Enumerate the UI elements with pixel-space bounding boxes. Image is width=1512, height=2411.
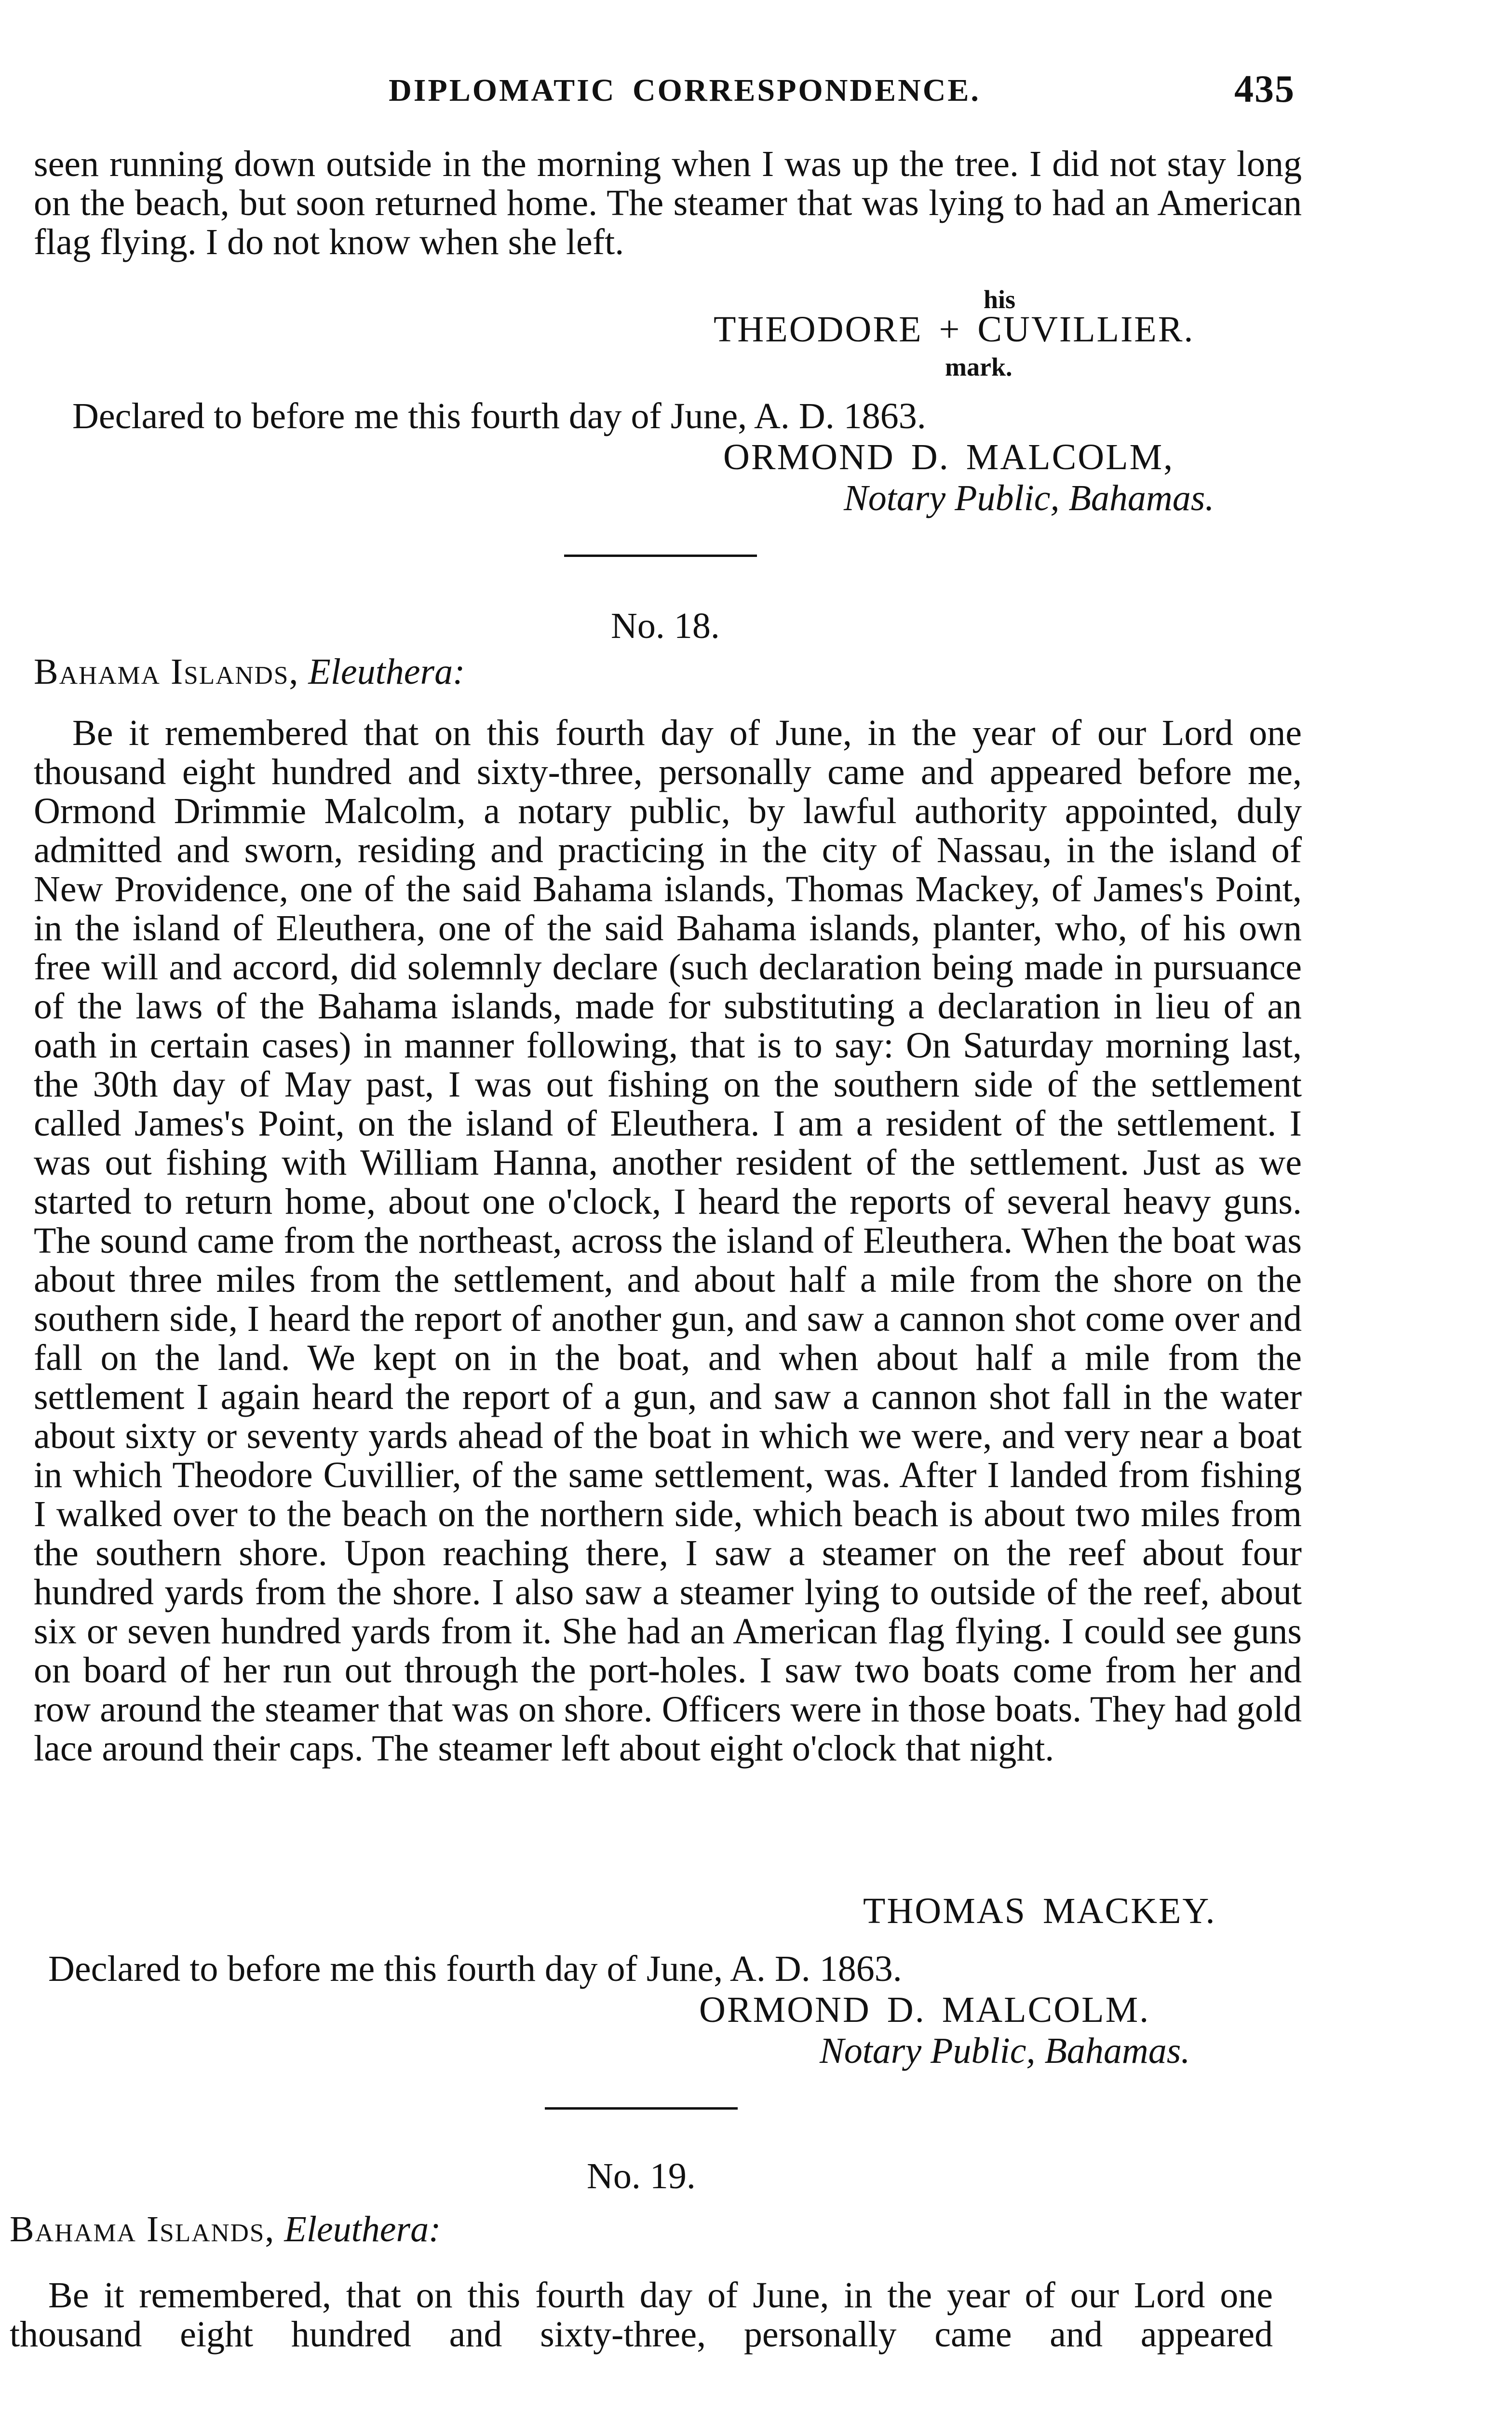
declaration-paragraph: Be it remembered, that on this fourth day of June, in the year of our Lord one thousand eight hundred and sixty-three, personally came and appeared	[10, 2275, 1273, 2355]
declaration-line: Declared to before me this fourth day of June, A. D. 1863.	[48, 1949, 902, 1989]
place-heading	[10, 2208, 441, 2250]
notary-title: Notary Public, Bahamas.	[844, 478, 1215, 518]
declaration-line: Declared to before me this fourth day of June, A. D. 1863.	[72, 396, 926, 436]
place-name: Bahama Islands,	[10, 2209, 275, 2249]
section-divider	[545, 2107, 738, 2110]
document-number: No. 19.	[587, 2156, 696, 2196]
document-number: No. 18.	[611, 606, 720, 646]
declaration-paragraph: Be it remembered that on this fourth day of June, in the year of our Lord one thousand eight hundred and sixty-three, personally came and appeared before me, Ormond Drimmie Malcolm, a notary public, by lawful authority appointed, duly admitted and sworn, residing and practicing in the city of Nassau, in the island of New Providence, one of the said Bahama islands, Thomas Mackey, of James's Point, in the island of Eleuthera, one of the said Bahama islands, planter, who, of his own free will and accord, did solemnly declare (such declaration being made in pursuance of the laws of the Bahama islands, made for substituting a declaration in lieu of an oath in certain cases) in manner following, that is to say: On Saturday morning last, the 30th day of May past, I was out fishing on the southern side of the settlement called James's Point, on the island of Eleuthera. I am a resident of the settlement. I was out fishing with William Hanna, another resident of the settlement. Just as we started to return home, about one o'clock, I heard the reports of several heavy guns. The sound came from the northeast, across the island of Eleuthera. When the boat was about three miles from the settlement, and about half a mile from the shore on the southern side, I heard the report of another gun, and saw a cannon shot come over and fall on the land. We kept on in the boat, and when about half a mile from the settlement I again heard the report of a gun, and saw a cannon shot fall in the water about sixty or seventy yards ahead of the boat in which we were, and very near a boat in which Theodore Cuvillier, of the same settlement, was. After I landed from fishing I walked over to the beach on the northern side, which beach is about two miles from the southern shore. Upon reaching there, I saw a steamer on the reef about four hundred yards from the shore. I also saw a steamer lying to outside of the reef, about six or seven hundred yards from it. She had an American flag flying. I could see guns on board of her run out through the port-holes. I saw two boats come from her and row around the steamer that was on shore. Officers were in those boats. They had gold lace around their caps. The steamer left about eight o'clock that night.	[34, 713, 1302, 1769]
notary-title: Notary Public, Bahamas.	[820, 2031, 1190, 2071]
place-island: Eleuthera:	[308, 651, 465, 692]
notary-name: ORMOND D. MALCOLM,	[723, 437, 1174, 477]
place-heading	[34, 651, 465, 693]
declarant-signature: THOMAS MACKEY.	[863, 1891, 1216, 1931]
continuation-paragraph: seen running down outside in the morning when I was up the tree. I did not stay long on the beach, but soon returned home. The steamer that was lying to had an American flag flying. I do not know when she left.	[34, 144, 1302, 262]
section-divider	[564, 555, 757, 557]
running-title: DIPLOMATIC CORRESPONDENCE.	[389, 73, 981, 108]
notary-name: ORMOND D. MALCOLM.	[699, 1990, 1150, 2030]
place-island: Eleuthera:	[284, 2209, 441, 2249]
signature-his: his	[984, 285, 1016, 314]
signature-name: THEODORE + CUVILLIER.	[714, 309, 1195, 350]
place-name: Bahama Islands,	[34, 651, 299, 692]
page-number: 435	[1234, 68, 1295, 110]
signature-mark: mark.	[945, 352, 1012, 381]
